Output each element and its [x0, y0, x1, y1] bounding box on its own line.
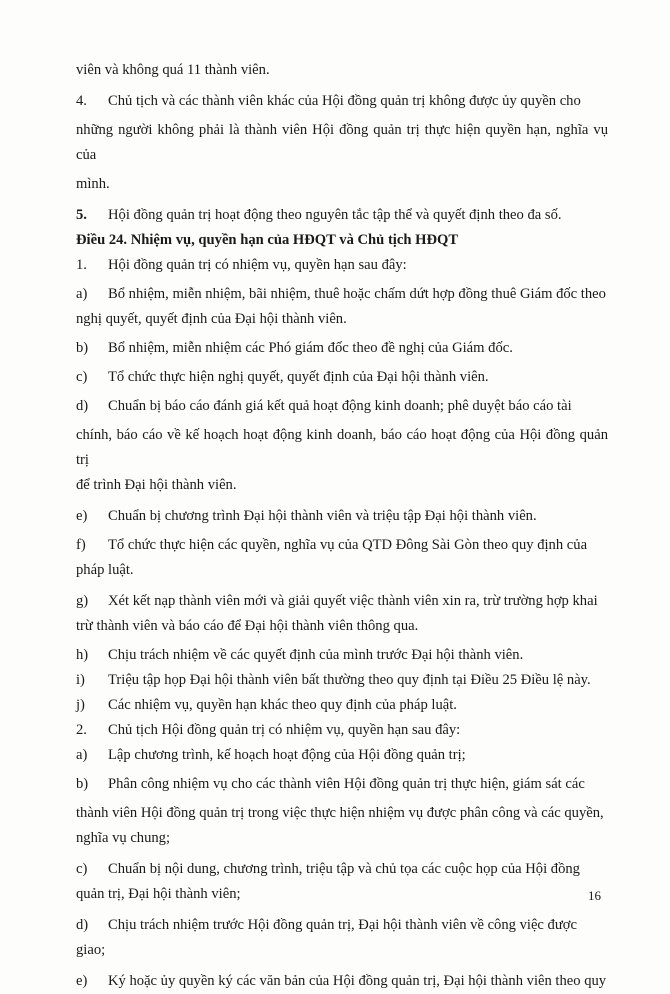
list-marker: e): [76, 508, 88, 524]
text-line: Chuẩn bị nội dung, chương trình, triệu tập và chủ tọa các cuộc họp của Hội đồng: [108, 861, 580, 877]
list-marker: a): [76, 747, 88, 763]
line: [76, 882, 608, 907]
text-line: Lập chương trình, kế hoạch hoạt động của Hội đồng quản trị;: [108, 747, 466, 763]
paragraph-4: [76, 89, 608, 114]
line: [76, 938, 608, 963]
line: [76, 826, 608, 851]
text-line: Chủ tịch và các thành viên khác của Hội đồng quản trị không được ủy quyền cho: [108, 93, 581, 109]
text-line: Hội đồng quản trị có nhiệm vụ, quyền hạn sau đây:: [108, 257, 407, 273]
item-2c: [76, 857, 608, 882]
text-line: trừ thành viên và báo cáo để Đại hội thành viên thông qua.: [76, 618, 419, 634]
text-line: để trình Đại hội thành viên.: [76, 477, 237, 493]
text-line: Bổ nhiệm, miễn nhiệm các Phó giám đốc theo đề nghị của Giám đốc.: [108, 340, 513, 356]
subsection-1: [76, 253, 608, 278]
item-c: [76, 365, 608, 390]
text-line: giao;: [76, 942, 106, 958]
text-line: Tổ chức thực hiện các quyền, nghĩa vụ của QTD Đông Sài Gòn theo quy định của: [108, 537, 588, 553]
paragraph-5: [76, 203, 608, 228]
text-line: mình.: [76, 176, 110, 192]
item-d: [76, 394, 608, 419]
list-marker: j): [76, 697, 85, 713]
text-line: Xét kết nạp thành viên mới và giải quyết việc thành viên xin ra, trừ trường hợp khai: [108, 593, 598, 609]
list-marker: i): [76, 672, 85, 688]
text-line: pháp luật.: [76, 562, 134, 578]
item-b: [76, 336, 608, 361]
item-2d: [76, 913, 608, 938]
list-marker: b): [76, 776, 89, 792]
document-body: [76, 58, 608, 994]
list-marker: 2.: [76, 722, 87, 738]
item-f: [76, 533, 608, 558]
page-number: 16: [588, 888, 601, 903]
subsection-2: [76, 718, 608, 743]
line: [76, 58, 608, 83]
list-marker: c): [76, 369, 88, 385]
list-marker: h): [76, 647, 89, 663]
line: [76, 614, 608, 639]
list-marker: d): [76, 917, 89, 933]
text-line: Hội đồng quản trị hoạt động theo nguyên tắc tập thể và quyết định theo đa số.: [108, 207, 562, 223]
section-heading: Điều 24. Nhiệm vụ, quyền hạn của HĐQT và Chủ tịch HĐQT: [76, 232, 459, 248]
item-2a: [76, 743, 608, 768]
text-line: Các nhiệm vụ, quyền hạn khác theo quy định của pháp luật.: [108, 697, 457, 713]
text-line: những người không phải là thành viên Hội đồng quản trị thực hiện quyền hạn, nghĩa vụ của: [76, 122, 608, 163]
text-line: nghị quyết, quyết định của Đại hội thành viên.: [76, 311, 347, 327]
text-line: nghĩa vụ chung;: [76, 830, 171, 846]
item-j: [76, 693, 608, 718]
line: [76, 558, 608, 583]
item-g: [76, 589, 608, 614]
list-marker: 1.: [76, 257, 87, 273]
text-line: Ký hoặc ủy quyền ký các văn bản của Hội đồng quản trị, Đại hội thành viên theo quy: [108, 973, 607, 989]
text-line: Chịu trách nhiệm trước Hội đồng quản trị, Đại hội thành viên về công việc được: [108, 917, 577, 933]
line: [76, 801, 608, 826]
line: [76, 118, 608, 168]
item-i: [76, 668, 608, 693]
line: [76, 423, 608, 473]
text-line: Bổ nhiệm, miễn nhiệm, bãi nhiệm, thuê hoặc chấm dứt hợp đồng thuê Giám đốc theo: [108, 286, 606, 302]
list-marker: b): [76, 340, 89, 356]
text-line: Chủ tịch Hội đồng quản trị có nhiệm vụ, quyền hạn sau đây:: [108, 722, 461, 738]
text-line: Chuẩn bị chương trình Đại hội thành viên và triệu tập Đại hội thành viên.: [108, 508, 537, 524]
text-line: thành viên Hội đồng quản trị trong việc thực hiện nhiệm vụ được phân công và các quyền,: [76, 805, 604, 821]
text-line: Tổ chức thực hiện nghị quyết, quyết định của Đại hội thành viên.: [108, 369, 489, 385]
text-line: Chuẩn bị báo cáo đánh giá kết quả hoạt động kinh doanh; phê duyệt báo cáo tài: [108, 398, 572, 414]
item-h: [76, 643, 608, 668]
list-marker: f): [76, 537, 86, 553]
text-line: chính, báo cáo về kế hoạch hoạt động kinh doanh, báo cáo hoạt động của Hội đồng quản trị: [76, 427, 608, 468]
list-marker: g): [76, 593, 89, 609]
item-2e: [76, 969, 608, 994]
line: [76, 307, 608, 332]
item-2b: [76, 772, 608, 797]
list-marker: c): [76, 861, 88, 877]
list-marker: 5.: [76, 207, 87, 223]
item-a: [76, 282, 608, 307]
text-line: Chịu trách nhiệm về các quyết định của mình trước Đại hội thành viên.: [108, 647, 524, 663]
list-marker: 4.: [76, 93, 87, 109]
text-line: Triệu tập họp Đại hội thành viên bất thường theo quy định tại Điều 25 Điều lệ này.: [108, 672, 591, 688]
text-line: Phân công nhiệm vụ cho các thành viên Hội đồng quản trị thực hiện, giám sát các: [108, 776, 585, 792]
line: [76, 172, 608, 197]
list-marker: a): [76, 286, 88, 302]
line: [76, 473, 608, 498]
list-marker: e): [76, 973, 88, 989]
list-marker: d): [76, 398, 89, 414]
text-line: viên và không quá 11 thành viên.: [76, 62, 270, 78]
item-e: [76, 504, 608, 529]
text-line: quản trị, Đại hội thành viên;: [76, 886, 241, 902]
